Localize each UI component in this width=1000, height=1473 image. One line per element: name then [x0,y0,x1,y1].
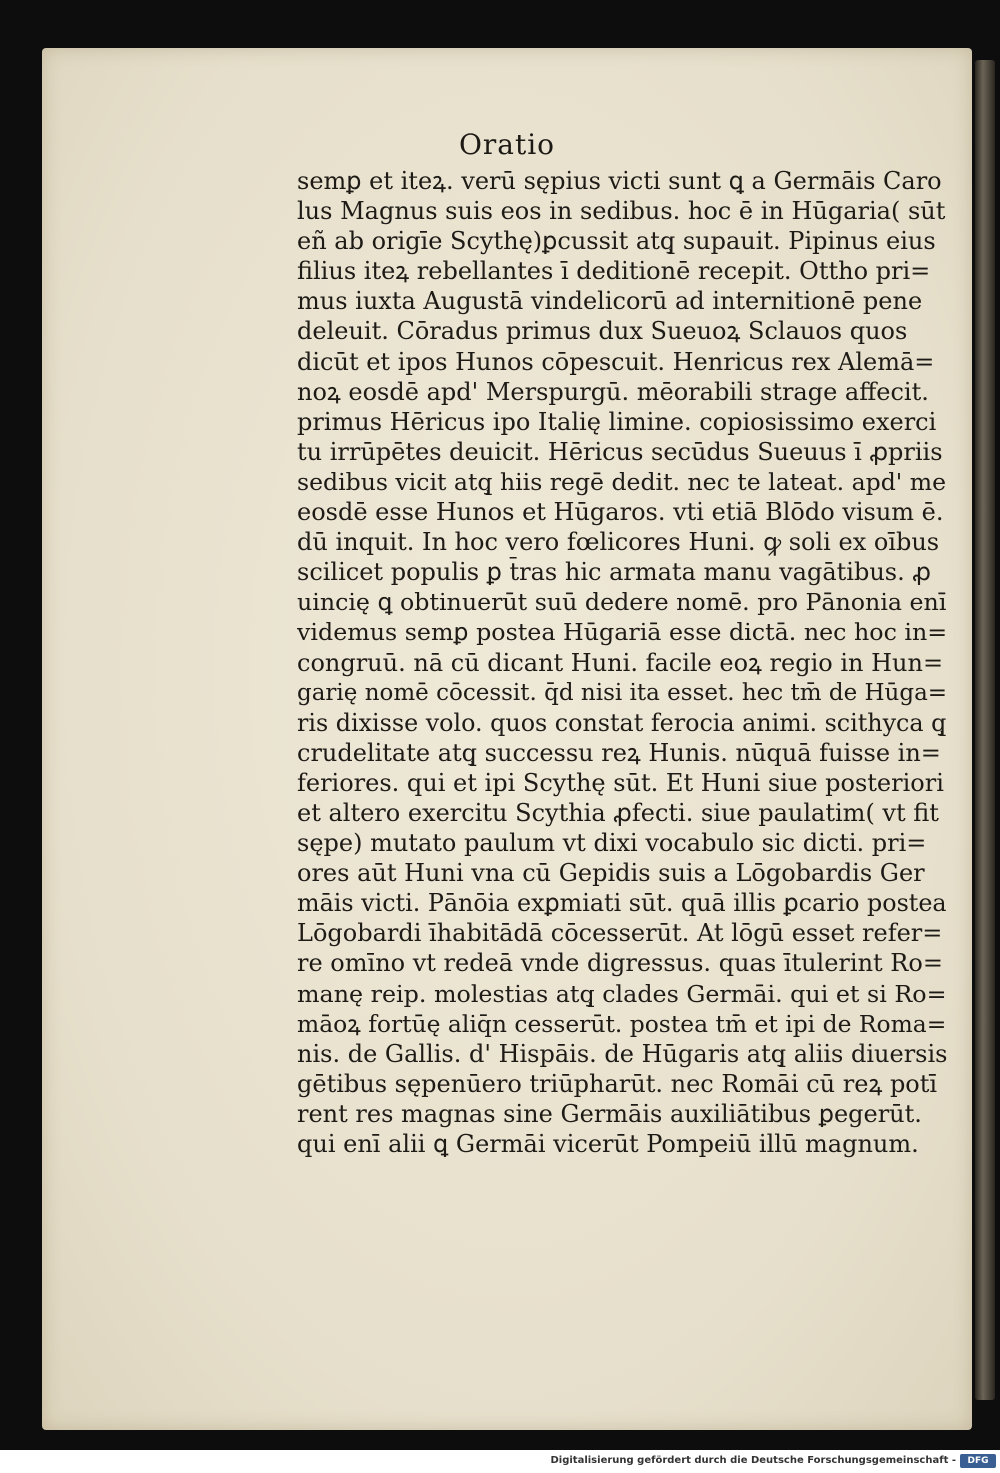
text-line: eosdē esse Hunos et Hūgaros. vti etiā Blōdo visum ē. [297,498,944,527]
text-line: re omīno vt redeā vnde digressus. quas ītulerint Ro= [297,949,943,978]
body-text [297,166,947,1159]
text-line: uincię ꝗ obtinuerūt suū dedere nomē. pro Pānonia enī [297,588,947,617]
text-line: māoꝝ fortūę aliq̄n cesserūt. postea tm̄ et ipi de Roma= [297,1009,947,1038]
text-line: crudelitate atq̧ successu reꝝ Hunis. nūquā fuisse in= [297,738,941,767]
text-line: ris dixisse volo. quos constat ferocia animi. scithyca q̧ [297,708,947,737]
text-line: sępe) mutato paulum vt dixi vocabulo sic dicti. pri= [297,829,927,858]
footer-credit: Digitalisierung gefördert durch die Deutsche Forschungsgemeinschaft - [550,1455,956,1466]
text-line: māis victi. Pānōia exꝑmiati sūt. quā illis ꝑcario postea [297,889,947,918]
running-head: Oratio [458,128,556,161]
text-line: mus iuxta Augustā vindelicorū ad internitionē pene [297,287,923,316]
text-line: rent res magnas sine Germāis auxiliātibus ꝑegerūt. [297,1099,922,1128]
text-line: Lōgobardi īhabitādā cōcesserūt. At lōgū esset refer= [297,919,943,948]
dfg-logo-icon: DFG [960,1454,996,1468]
text-line: sedibus vicit atq̧ hiis regē dedit. nec te lateat. apd' me [297,467,947,496]
text-line: lus Magnus suis eos in sedibus. hoc ē in Hūgaria( sūt [297,197,946,226]
text-line: primus Hēricus ipo Italię limine. copiosissimo exerci [297,407,937,436]
text-line: nis. de Gallis. d' Hispāis. de Hūgaris atq̧ aliis diuersis [297,1039,947,1068]
text-line: dū inquit. In hoc vero fœlicores Huni. ꝙ soli ex oībus [297,528,940,557]
text-line: gētibus sępenūero triūpharūt. nec Romāi cū reꝝ potī [297,1069,938,1098]
text-line: ores aūt Huni vna cū Gepidis suis a Lōgobardis Ger [297,859,925,888]
text-line: et altero exercitu Scythia ꝓfecti. siue paulatim( vt fit [297,798,939,827]
text-line: congruū. nā cū dicant Huni. facile eoꝝ regio in Hun= [297,648,944,677]
text-line: dicūt et ipos Hunos cōpescuit. Henricus rex Alemā= [297,347,935,376]
book-page-edge [975,60,995,1400]
text-line: manę reip. molestias atq̧ clades Germāi. qui et si Ro= [297,979,947,1008]
text-line: filius iteꝝ rebellantes ī deditionē recepit. Ottho pri= [297,257,931,286]
text-line: eñ ab origīe Scythę)ꝑcussit atq̧ supauit. Pipinus eius [297,227,936,256]
text-line: noꝝ eosdē apd' Merspurgū. mēorabili strage affecit. [297,377,929,406]
book-page [42,48,972,1430]
footer-bar [0,1450,1000,1473]
text-line: scilicet populis ꝑ t̄ras hic armata manu vagātibus. ꝓ [297,558,931,587]
text-line: videmus semꝑ postea Hūgariā esse dictā. nec hoc in= [297,618,947,647]
text-line: qui enī alii ꝗ Germāi vicerūt Pompeiū illū magnum. [297,1130,919,1158]
text-line: feriores. qui et ipi Scythę sūt. Et Huni siue posteriori [297,768,944,797]
text-line: tu irrūpētes deuicit. Hēricus secūdus Sueuus ī ꝓpriis [297,437,943,466]
text-line: garię nomē cōcessit. q̄d nisi ita esset. hec tm̄ de Hūga= [297,679,947,706]
text-line: semꝑ et iteꝝ. verū sępius victi sunt ꝗ a Germāis Caro [297,167,942,195]
text-line: deleuit. Cōradus primus dux Sueuoꝝ Sclauos quos [297,317,908,346]
